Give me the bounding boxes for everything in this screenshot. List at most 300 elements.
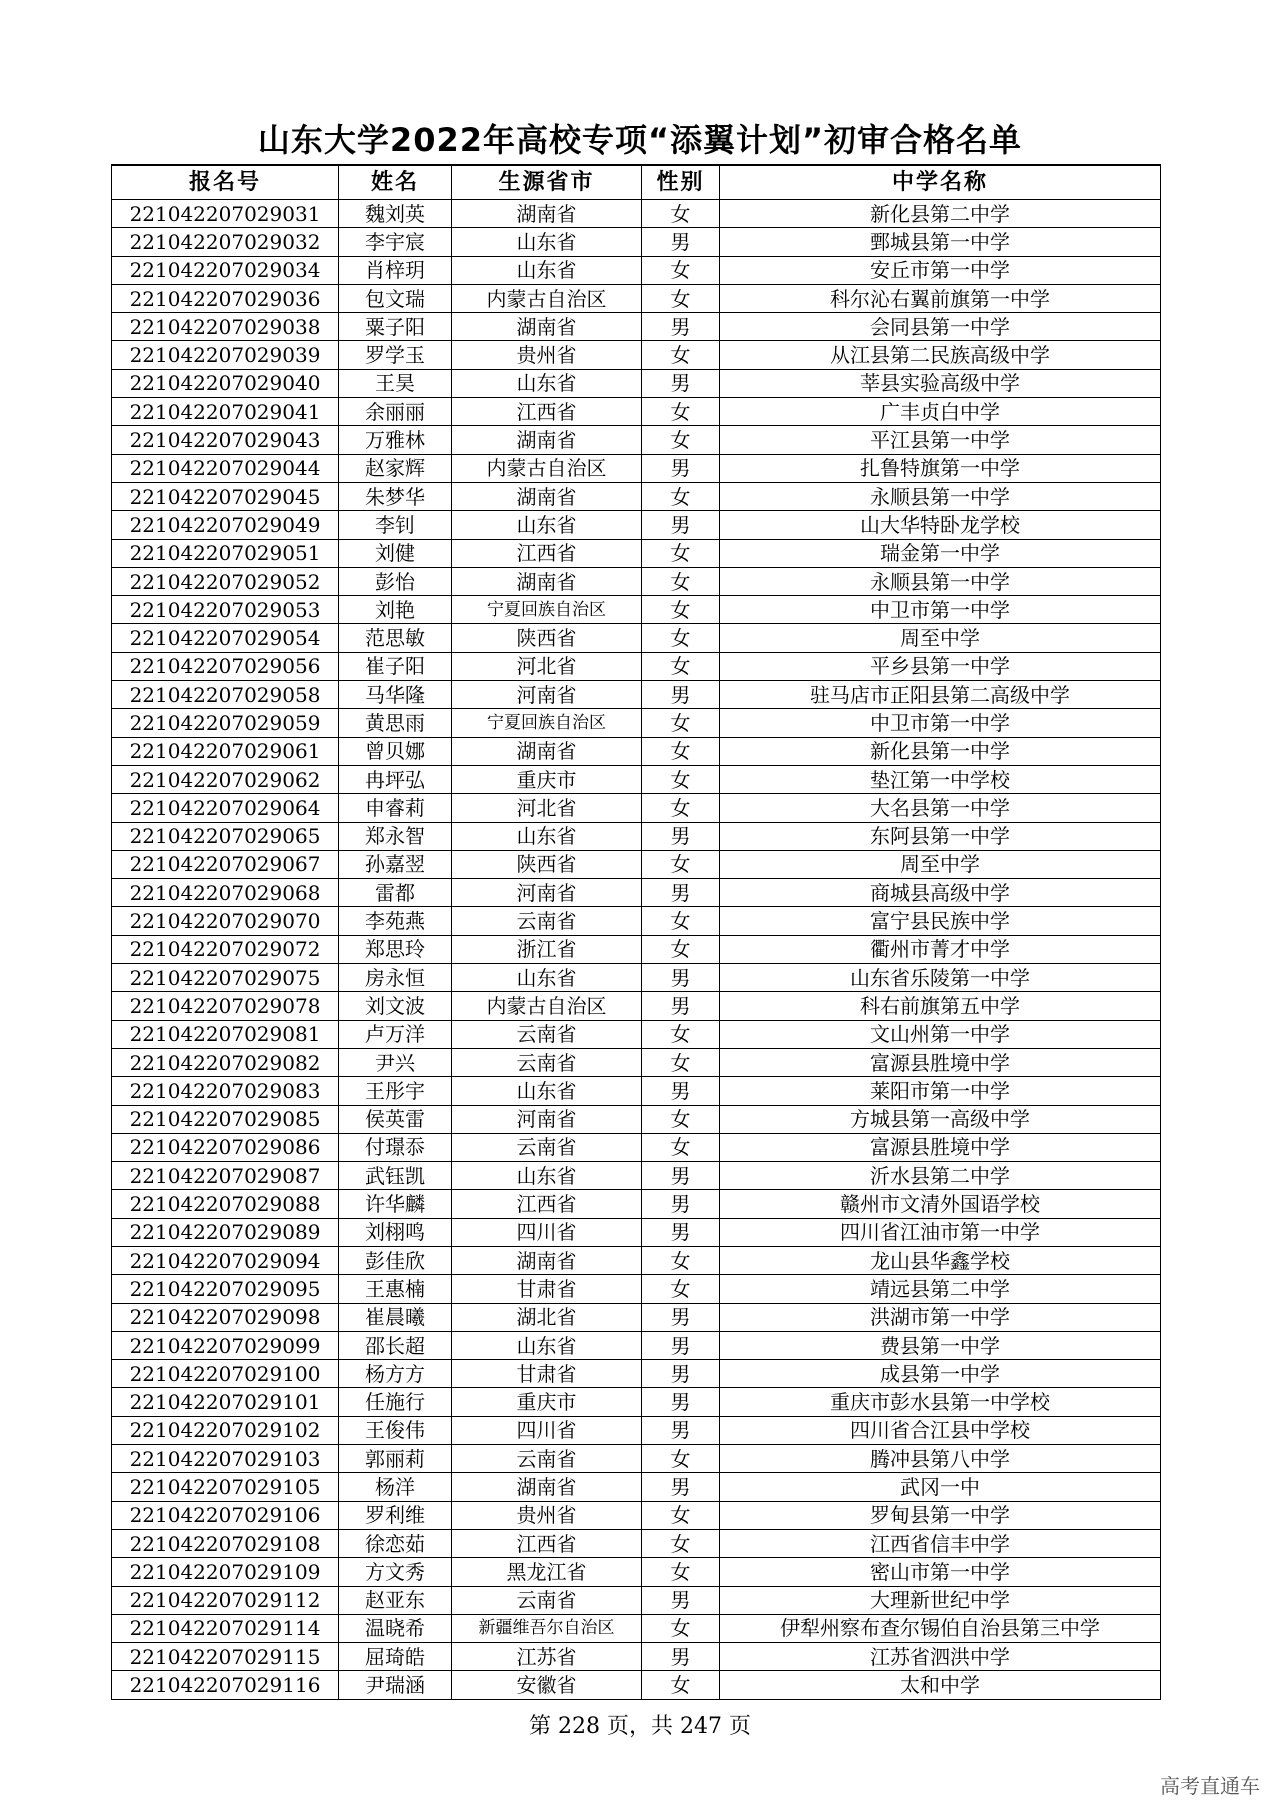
cell-school: 会同县第一中学 (720, 313, 1161, 341)
cell-province: 河南省 (452, 1105, 642, 1133)
column-header-gender: 性别 (642, 165, 720, 200)
cell-id: 221042207029032 (112, 228, 339, 256)
table-row (112, 1445, 1161, 1473)
cell-id: 221042207029031 (112, 200, 339, 228)
cell-id: 221042207029101 (112, 1388, 339, 1416)
cell-gender: 女 (642, 709, 720, 737)
cell-school: 沂水县第二中学 (720, 1162, 1161, 1190)
cell-name: 黄思雨 (339, 709, 452, 737)
cell-gender: 男 (642, 511, 720, 539)
table-row (112, 624, 1161, 652)
cell-id: 221042207029103 (112, 1445, 339, 1473)
cell-province: 湖南省 (452, 313, 642, 341)
cell-gender: 女 (642, 1133, 720, 1161)
cell-id: 221042207029064 (112, 794, 339, 822)
cell-name: 崔子阳 (339, 652, 452, 680)
cell-gender: 女 (642, 1501, 720, 1529)
cell-school: 商城县高级中学 (720, 879, 1161, 907)
cell-province: 甘肃省 (452, 1360, 642, 1388)
table-row (112, 200, 1161, 228)
cell-name: 朱梦华 (339, 482, 452, 510)
cell-name: 武钰凯 (339, 1162, 452, 1190)
cell-id: 221042207029041 (112, 398, 339, 426)
cell-gender: 男 (642, 1303, 720, 1331)
cell-school: 靖远县第二中学 (720, 1275, 1161, 1303)
cell-school: 重庆市彭水县第一中学校 (720, 1388, 1161, 1416)
table-row (112, 1331, 1161, 1359)
cell-province: 山东省 (452, 511, 642, 539)
cell-gender: 女 (642, 398, 720, 426)
cell-gender: 女 (642, 1048, 720, 1076)
cell-id: 221042207029099 (112, 1331, 339, 1359)
cell-school: 瑞金第一中学 (720, 539, 1161, 567)
cell-name: 尹瑞涵 (339, 1671, 452, 1699)
cell-gender: 女 (642, 256, 720, 284)
cell-gender: 男 (642, 1218, 720, 1246)
cell-province: 江西省 (452, 1529, 642, 1557)
cell-id: 221042207029039 (112, 341, 339, 369)
cell-name: 彭怡 (339, 567, 452, 595)
cell-province: 贵州省 (452, 1501, 642, 1529)
cell-school: 赣州市文清外国语学校 (720, 1190, 1161, 1218)
table-row (112, 1529, 1161, 1557)
cell-province: 重庆市 (452, 1388, 642, 1416)
table-row (112, 992, 1161, 1020)
cell-province: 云南省 (452, 1586, 642, 1614)
cell-id: 221042207029105 (112, 1473, 339, 1501)
cell-school: 洪湖市第一中学 (720, 1303, 1161, 1331)
cell-id: 221042207029034 (112, 256, 339, 284)
cell-id: 221042207029053 (112, 596, 339, 624)
cell-province: 江西省 (452, 398, 642, 426)
table-row (112, 765, 1161, 793)
cell-gender: 女 (642, 596, 720, 624)
table-row (112, 284, 1161, 312)
cell-province: 重庆市 (452, 765, 642, 793)
table-row (112, 907, 1161, 935)
cell-name: 刘艳 (339, 596, 452, 624)
page-footer: 第 228 页，共 247 页 (529, 1714, 751, 1739)
cell-id: 221042207029049 (112, 511, 339, 539)
cell-id: 221042207029098 (112, 1303, 339, 1331)
cell-id: 221042207029082 (112, 1048, 339, 1076)
table-row (112, 1048, 1161, 1076)
cell-province: 宁夏回族自治区 (452, 596, 642, 624)
cell-province: 内蒙古自治区 (452, 992, 642, 1020)
cell-province: 云南省 (452, 1048, 642, 1076)
cell-name: 马华隆 (339, 681, 452, 709)
cell-province: 湖南省 (452, 567, 642, 595)
cell-name: 余丽丽 (339, 398, 452, 426)
table-row (112, 596, 1161, 624)
table-row (112, 256, 1161, 284)
cell-name: 王惠楠 (339, 1275, 452, 1303)
cell-province: 山东省 (452, 256, 642, 284)
cell-gender: 女 (642, 794, 720, 822)
table-row (112, 1133, 1161, 1161)
cell-name: 申睿莉 (339, 794, 452, 822)
cell-id: 221042207029051 (112, 539, 339, 567)
cell-id: 221042207029043 (112, 426, 339, 454)
cell-gender: 男 (642, 228, 720, 256)
cell-province: 山东省 (452, 1077, 642, 1105)
cell-gender: 男 (642, 454, 720, 482)
cell-id: 221042207029112 (112, 1586, 339, 1614)
cell-id: 221042207029095 (112, 1275, 339, 1303)
cell-name: 李苑燕 (339, 907, 452, 935)
cell-province: 河南省 (452, 681, 642, 709)
cell-province: 山东省 (452, 1162, 642, 1190)
cell-gender: 女 (642, 284, 720, 312)
cell-id: 221042207029089 (112, 1218, 339, 1246)
cell-gender: 女 (642, 935, 720, 963)
cell-school: 文山州第一中学 (720, 1020, 1161, 1048)
cell-name: 彭佳欣 (339, 1246, 452, 1274)
cell-name: 郑永智 (339, 822, 452, 850)
cell-id: 221042207029062 (112, 765, 339, 793)
table-row (112, 1614, 1161, 1642)
table-row (112, 1671, 1161, 1699)
cell-name: 徐恋茹 (339, 1529, 452, 1557)
cell-gender: 女 (642, 1246, 720, 1274)
table-row (112, 1162, 1161, 1190)
cell-school: 新化县第二中学 (720, 200, 1161, 228)
cell-gender: 男 (642, 879, 720, 907)
cell-province: 四川省 (452, 1218, 642, 1246)
cell-school: 新化县第一中学 (720, 737, 1161, 765)
cell-gender: 女 (642, 850, 720, 878)
cell-province: 山东省 (452, 369, 642, 397)
cell-school: 从江县第二民族高级中学 (720, 341, 1161, 369)
cell-id: 221042207029045 (112, 482, 339, 510)
cell-school: 周至中学 (720, 624, 1161, 652)
table-row (112, 822, 1161, 850)
cell-gender: 女 (642, 737, 720, 765)
cell-gender: 女 (642, 539, 720, 567)
cell-school: 鄄城县第一中学 (720, 228, 1161, 256)
cell-school: 莱阳市第一中学 (720, 1077, 1161, 1105)
cell-name: 冉坪弘 (339, 765, 452, 793)
cell-id: 221042207029044 (112, 454, 339, 482)
table-row (112, 1077, 1161, 1105)
cell-province: 山东省 (452, 1331, 642, 1359)
cell-name: 王彤宇 (339, 1077, 452, 1105)
cell-name: 刘文波 (339, 992, 452, 1020)
cell-name: 刘栩鸣 (339, 1218, 452, 1246)
table-row (112, 398, 1161, 426)
table-row (112, 681, 1161, 709)
cell-school: 平江县第一中学 (720, 426, 1161, 454)
cell-province: 湖北省 (452, 1303, 642, 1331)
cell-name: 王俊伟 (339, 1416, 452, 1444)
cell-school: 大理新世纪中学 (720, 1586, 1161, 1614)
cell-name: 曾贝娜 (339, 737, 452, 765)
cell-school: 广丰贞白中学 (720, 398, 1161, 426)
cell-gender: 男 (642, 1162, 720, 1190)
cell-province: 云南省 (452, 1445, 642, 1473)
cell-school: 太和中学 (720, 1671, 1161, 1699)
cell-gender: 女 (642, 1529, 720, 1557)
cell-province: 江西省 (452, 1190, 642, 1218)
cell-school: 安丘市第一中学 (720, 256, 1161, 284)
table-row (112, 567, 1161, 595)
cell-id: 221042207029108 (112, 1529, 339, 1557)
cell-id: 221042207029102 (112, 1416, 339, 1444)
cell-school: 平乡县第一中学 (720, 652, 1161, 680)
cell-gender: 男 (642, 313, 720, 341)
cell-id: 221042207029116 (112, 1671, 339, 1699)
cell-province: 云南省 (452, 907, 642, 935)
cell-province: 甘肃省 (452, 1275, 642, 1303)
cell-name: 杨洋 (339, 1473, 452, 1501)
cell-school: 衢州市菁才中学 (720, 935, 1161, 963)
table-row (112, 1275, 1161, 1303)
cell-id: 221042207029114 (112, 1614, 339, 1642)
cell-name: 付璟忝 (339, 1133, 452, 1161)
table-row (112, 539, 1161, 567)
table-row (112, 454, 1161, 482)
watermark: 高考直通车 (1160, 1774, 1260, 1798)
cell-id: 221042207029109 (112, 1558, 339, 1586)
cell-gender: 女 (642, 624, 720, 652)
cell-gender: 男 (642, 1473, 720, 1501)
cell-name: 郭丽莉 (339, 1445, 452, 1473)
cell-name: 刘健 (339, 539, 452, 567)
cell-school: 科尔沁右翼前旗第一中学 (720, 284, 1161, 312)
table-row (112, 1416, 1161, 1444)
cell-gender: 男 (642, 1360, 720, 1388)
cell-id: 221042207029040 (112, 369, 339, 397)
cell-province: 陕西省 (452, 850, 642, 878)
cell-school: 伊犁州察布查尔锡伯自治县第三中学 (720, 1614, 1161, 1642)
cell-gender: 男 (642, 1416, 720, 1444)
cell-name: 房永恒 (339, 964, 452, 992)
table-row (112, 1303, 1161, 1331)
cell-school: 富源县胜境中学 (720, 1133, 1161, 1161)
cell-id: 221042207029086 (112, 1133, 339, 1161)
cell-name: 侯英雷 (339, 1105, 452, 1133)
cell-school: 成县第一中学 (720, 1360, 1161, 1388)
cell-id: 221042207029106 (112, 1501, 339, 1529)
table-row (112, 794, 1161, 822)
cell-province: 四川省 (452, 1416, 642, 1444)
cell-school: 驻马店市正阳县第二高级中学 (720, 681, 1161, 709)
cell-id: 221042207029059 (112, 709, 339, 737)
cell-gender: 女 (642, 341, 720, 369)
cell-province: 江苏省 (452, 1643, 642, 1671)
cell-province: 贵州省 (452, 341, 642, 369)
cell-name: 王昊 (339, 369, 452, 397)
table-row (112, 1105, 1161, 1133)
cell-school: 密山市第一中学 (720, 1558, 1161, 1586)
cell-name: 罗学玉 (339, 341, 452, 369)
cell-gender: 女 (642, 765, 720, 793)
cell-school: 东阿县第一中学 (720, 822, 1161, 850)
cell-gender: 男 (642, 1077, 720, 1105)
cell-name: 李钊 (339, 511, 452, 539)
cell-school: 费县第一中学 (720, 1331, 1161, 1359)
table-row (112, 1360, 1161, 1388)
cell-province: 云南省 (452, 1133, 642, 1161)
roster-table (111, 164, 1161, 1700)
cell-name: 许华麟 (339, 1190, 452, 1218)
cell-school: 江苏省泗洪中学 (720, 1643, 1161, 1671)
cell-school: 龙山县华鑫学校 (720, 1246, 1161, 1274)
cell-province: 宁夏回族自治区 (452, 709, 642, 737)
cell-province: 湖南省 (452, 426, 642, 454)
cell-school: 富宁县民族中学 (720, 907, 1161, 935)
cell-gender: 男 (642, 1643, 720, 1671)
cell-gender: 男 (642, 964, 720, 992)
cell-gender: 男 (642, 992, 720, 1020)
cell-province: 内蒙古自治区 (452, 284, 642, 312)
cell-province: 安徽省 (452, 1671, 642, 1699)
cell-school: 四川省江油市第一中学 (720, 1218, 1161, 1246)
cell-id: 221042207029067 (112, 850, 339, 878)
cell-gender: 女 (642, 1020, 720, 1048)
cell-name: 罗利维 (339, 1501, 452, 1529)
table-row (112, 369, 1161, 397)
cell-province: 云南省 (452, 1020, 642, 1048)
cell-gender: 男 (642, 1331, 720, 1359)
cell-name: 尹兴 (339, 1048, 452, 1076)
cell-id: 221042207029070 (112, 907, 339, 935)
cell-school: 中卫市第一中学 (720, 596, 1161, 624)
cell-name: 方文秀 (339, 1558, 452, 1586)
table-row (112, 709, 1161, 737)
cell-province: 湖南省 (452, 1473, 642, 1501)
cell-id: 221042207029058 (112, 681, 339, 709)
cell-name: 范思敏 (339, 624, 452, 652)
cell-gender: 女 (642, 1558, 720, 1586)
cell-id: 221042207029068 (112, 879, 339, 907)
cell-province: 山东省 (452, 228, 642, 256)
cell-gender: 女 (642, 567, 720, 595)
cell-school: 扎鲁特旗第一中学 (720, 454, 1161, 482)
table-row (112, 879, 1161, 907)
table-row (112, 1020, 1161, 1048)
table-row (112, 313, 1161, 341)
cell-name: 赵家辉 (339, 454, 452, 482)
table-row (112, 1218, 1161, 1246)
cell-gender: 女 (642, 1445, 720, 1473)
cell-gender: 女 (642, 652, 720, 680)
table-row (112, 228, 1161, 256)
cell-name: 包文瑞 (339, 284, 452, 312)
cell-gender: 男 (642, 681, 720, 709)
cell-name: 卢万洋 (339, 1020, 452, 1048)
cell-province: 湖南省 (452, 482, 642, 510)
cell-id: 221042207029100 (112, 1360, 339, 1388)
cell-province: 湖南省 (452, 737, 642, 765)
cell-id: 221042207029036 (112, 284, 339, 312)
table-row (112, 964, 1161, 992)
cell-gender: 女 (642, 1614, 720, 1642)
table-row (112, 1246, 1161, 1274)
cell-province: 河北省 (452, 794, 642, 822)
cell-name: 魏刘英 (339, 200, 452, 228)
cell-school: 山大华特卧龙学校 (720, 511, 1161, 539)
cell-school: 四川省合江县中学校 (720, 1416, 1161, 1444)
table-row (112, 1388, 1161, 1416)
table-row (112, 511, 1161, 539)
cell-province: 浙江省 (452, 935, 642, 963)
cell-province: 河北省 (452, 652, 642, 680)
cell-name: 杨方方 (339, 1360, 452, 1388)
cell-name: 赵亚东 (339, 1586, 452, 1614)
table-row (112, 1558, 1161, 1586)
cell-id: 221042207029072 (112, 935, 339, 963)
cell-id: 221042207029065 (112, 822, 339, 850)
cell-school: 周至中学 (720, 850, 1161, 878)
cell-id: 221042207029061 (112, 737, 339, 765)
roster-body (112, 200, 1161, 1700)
cell-gender: 女 (642, 426, 720, 454)
cell-id: 221042207029083 (112, 1077, 339, 1105)
cell-school: 武冈一中 (720, 1473, 1161, 1501)
cell-school: 永顺县第一中学 (720, 482, 1161, 510)
cell-school: 山东省乐陵第一中学 (720, 964, 1161, 992)
cell-province: 湖南省 (452, 200, 642, 228)
table-row (112, 1586, 1161, 1614)
cell-school: 方城县第一高级中学 (720, 1105, 1161, 1133)
table-header-row (112, 165, 1161, 200)
cell-gender: 男 (642, 1190, 720, 1218)
cell-province: 湖南省 (452, 1246, 642, 1274)
table-row (112, 426, 1161, 454)
cell-name: 郑思玲 (339, 935, 452, 963)
cell-id: 221042207029075 (112, 964, 339, 992)
column-header-name: 姓名 (339, 165, 452, 200)
cell-school: 大名县第一中学 (720, 794, 1161, 822)
table-row (112, 1643, 1161, 1671)
cell-name: 任施行 (339, 1388, 452, 1416)
table-row (112, 935, 1161, 963)
table-row (112, 1501, 1161, 1529)
column-header-province: 生源省市 (452, 165, 642, 200)
cell-province: 江西省 (452, 539, 642, 567)
cell-gender: 女 (642, 907, 720, 935)
cell-gender: 男 (642, 1586, 720, 1614)
cell-province: 山东省 (452, 822, 642, 850)
table-row (112, 850, 1161, 878)
cell-school: 永顺县第一中学 (720, 567, 1161, 595)
cell-gender: 女 (642, 1105, 720, 1133)
cell-name: 屈琦皓 (339, 1643, 452, 1671)
column-header-id: 报名号 (112, 165, 339, 200)
cell-school: 莘县实验高级中学 (720, 369, 1161, 397)
cell-province: 内蒙古自治区 (452, 454, 642, 482)
cell-id: 221042207029038 (112, 313, 339, 341)
cell-id: 221042207029054 (112, 624, 339, 652)
cell-name: 李宇宸 (339, 228, 452, 256)
cell-province: 黑龙江省 (452, 1558, 642, 1586)
cell-province: 新疆维吾尔自治区 (452, 1614, 642, 1642)
cell-name: 崔晨曦 (339, 1303, 452, 1331)
cell-id: 221042207029078 (112, 992, 339, 1020)
cell-name: 孙嘉翌 (339, 850, 452, 878)
cell-gender: 女 (642, 482, 720, 510)
cell-province: 河南省 (452, 879, 642, 907)
cell-school: 江西省信丰中学 (720, 1529, 1161, 1557)
cell-gender: 男 (642, 822, 720, 850)
table-row (112, 1473, 1161, 1501)
cell-school: 腾冲县第八中学 (720, 1445, 1161, 1473)
cell-id: 221042207029087 (112, 1162, 339, 1190)
cell-name: 邵长超 (339, 1331, 452, 1359)
cell-school: 罗甸县第一中学 (720, 1501, 1161, 1529)
cell-province: 山东省 (452, 964, 642, 992)
